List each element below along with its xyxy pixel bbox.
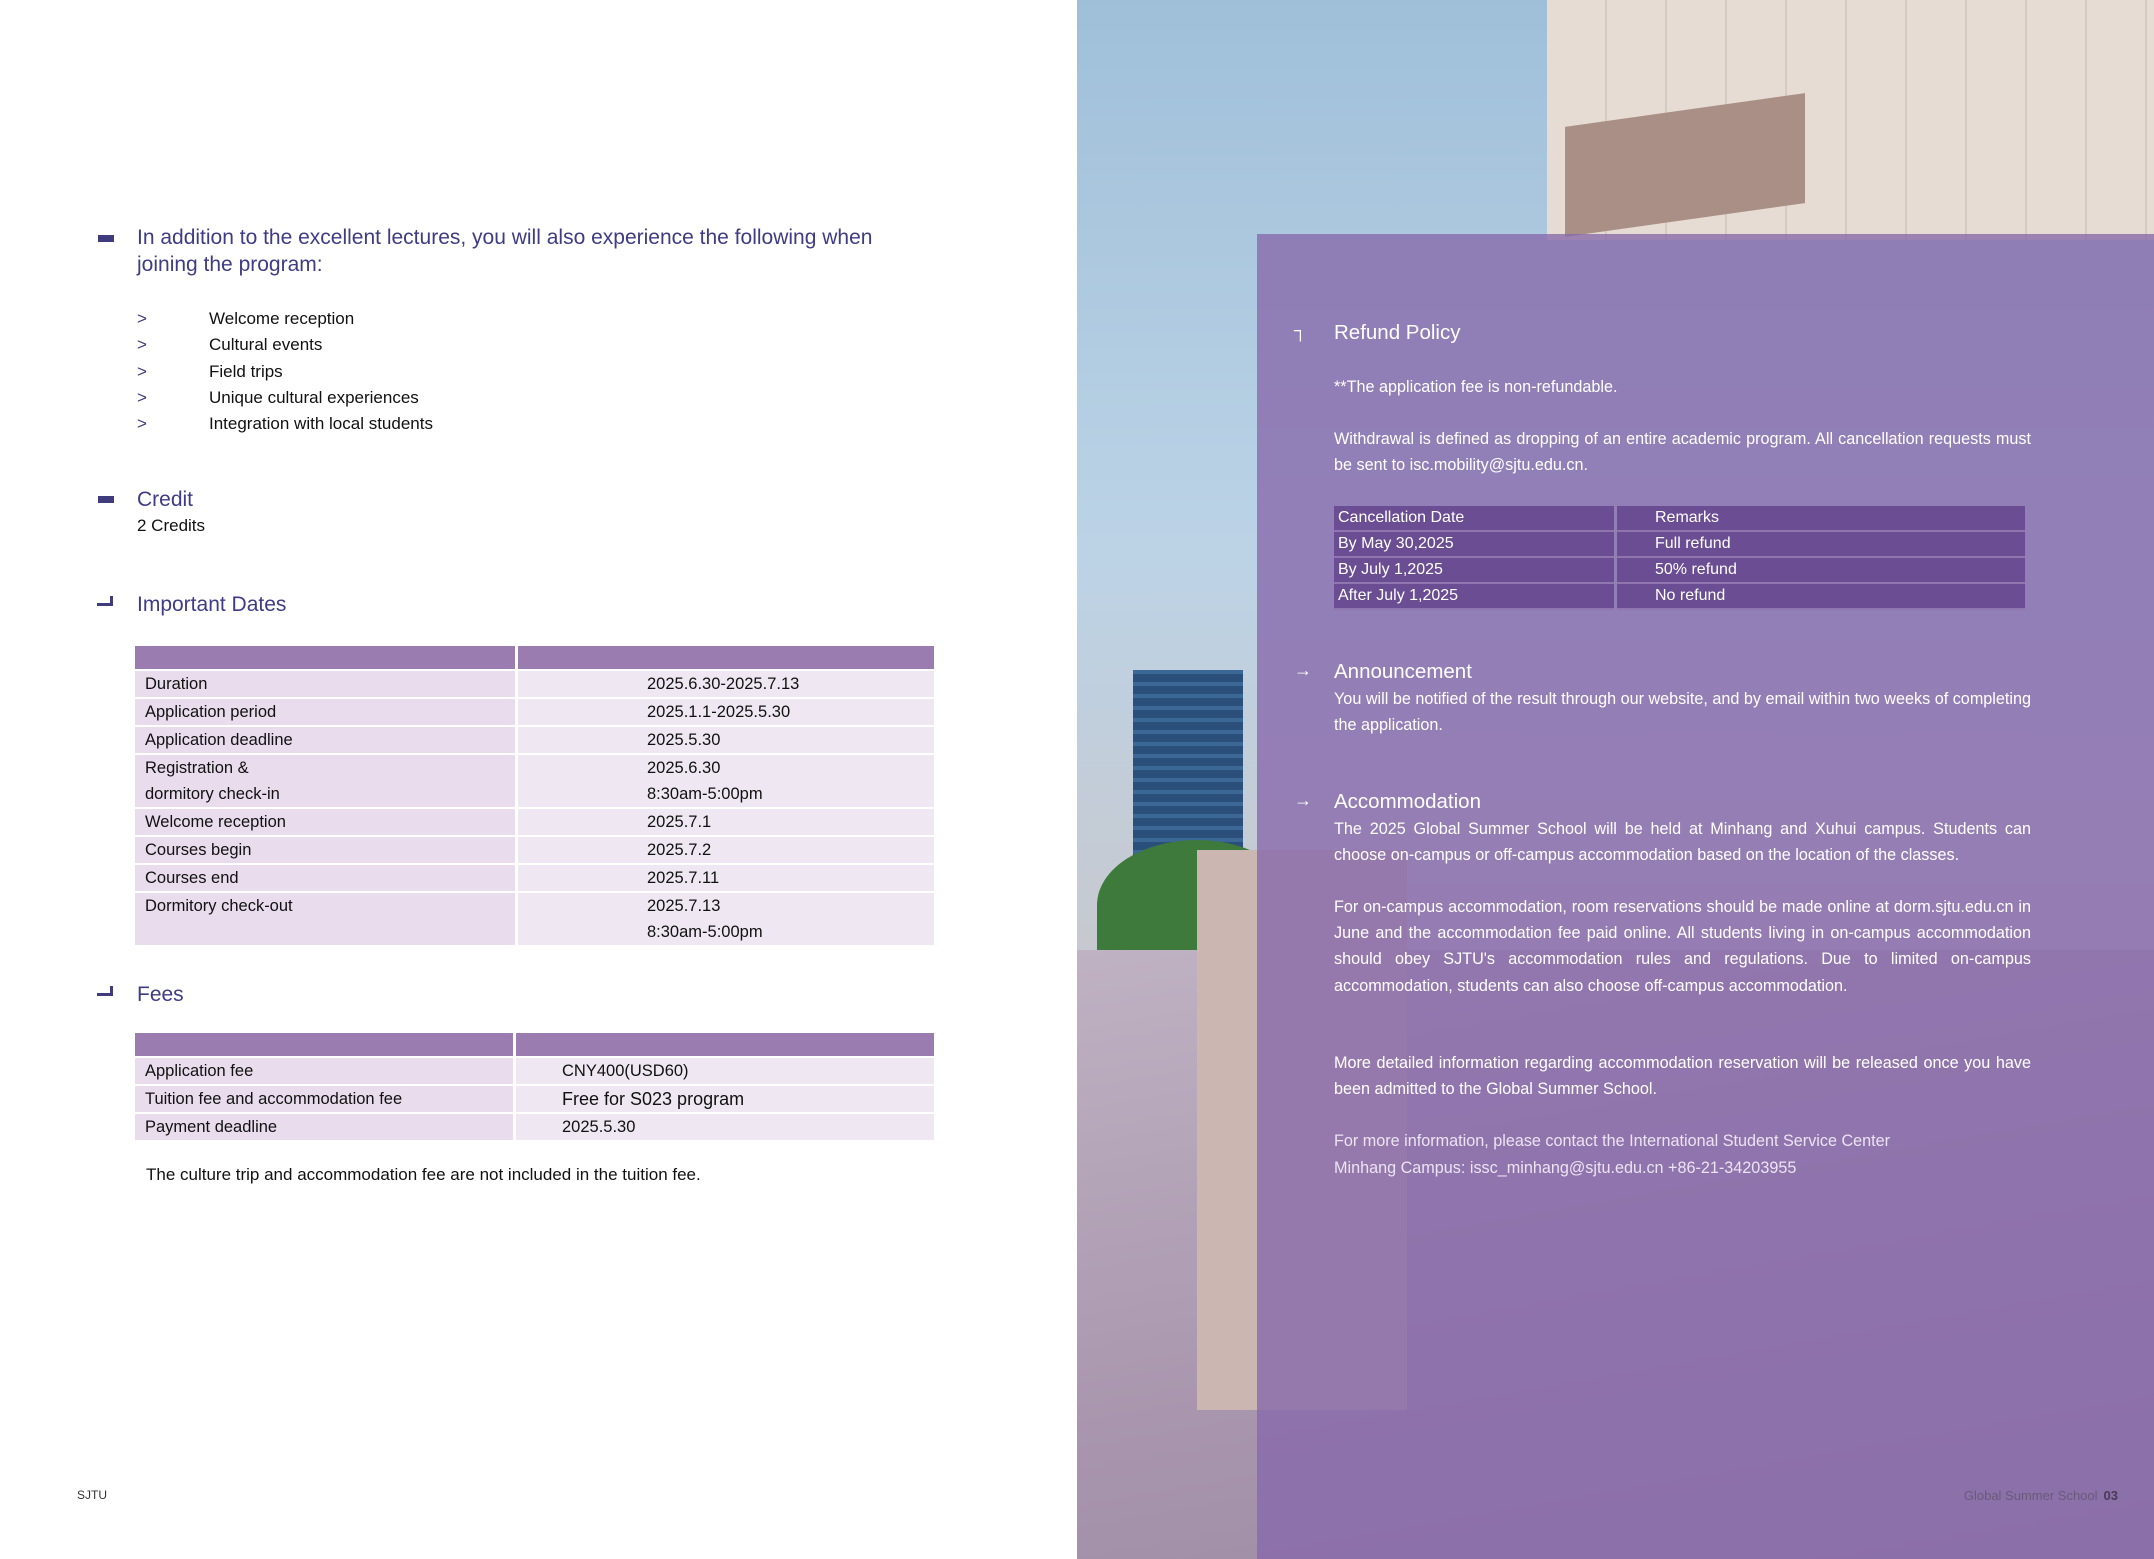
table-row: Duration 2025.6.30-2025.7.13 <box>135 669 934 697</box>
accommodation-paragraph: For on-campus accommodation, room reservations should be made online at dorm.sjtu.edu.cn in June and the accommodation fee paid online. All students living in on-campus accommodation should obey SJTU's accommodation rules and regulations. Due to limited on-campus accommodation, students can also choose off-campus accommodation. <box>1334 898 2031 995</box>
credit-value: 2 Credits <box>137 516 206 535</box>
important-dates-table <box>132 646 937 945</box>
right-page <box>1077 0 2154 1559</box>
refund-table <box>1331 506 2028 610</box>
withdrawal-text: Withdrawal is defined as dropping of an entire academic program. All cancellation requests must be sent to isc.mobility@sjtu.edu.cn. <box>1334 430 2031 475</box>
table-row: Welcome reception 2025.7.1 <box>135 807 934 835</box>
fees-note: The culture trip and accommodation fee are not included in the tuition fee. <box>146 1165 701 1184</box>
chevron-right-icon: > <box>137 414 147 434</box>
accommodation-paragraph: The 2025 Global Summer School will be held at Minhang and Xuhui campus. Students can choose on-campus or off-campus accommodation based on the location of the classes. <box>1334 820 2031 865</box>
table-row: Application fee CNY400(USD60) <box>135 1056 934 1084</box>
table-row: Cancellation Date Remarks <box>1334 506 2025 532</box>
table-row: Courses begin 2025.7.2 <box>135 835 934 863</box>
table-row: By July 1,2025 50% refund <box>1334 558 2025 584</box>
table-row: Payment deadline 2025.5.30 <box>135 1112 934 1140</box>
refund-note: **The application fee is non-refundable. <box>1334 378 1618 396</box>
section-marker-icon <box>98 496 114 503</box>
announcement-text: You will be notified of the result through our website, and by email within two weeks of completing the application. <box>1334 690 2031 735</box>
arrow-right-icon: → <box>1294 660 1312 680</box>
section-marker-icon <box>97 603 113 606</box>
chevron-right-icon: > <box>137 335 147 355</box>
important-dates-heading: Important Dates <box>137 593 287 616</box>
chevron-right-icon: > <box>137 387 147 407</box>
contact-line: For more information, please contact the International Student Service Center <box>1334 1132 1891 1150</box>
accommodation-heading: Accommodation <box>1334 790 1481 813</box>
table-row: Application period 2025.1.1-2025.5.30 <box>135 697 934 725</box>
chevron-right-icon: > <box>137 361 147 381</box>
table-row: Courses end 2025.7.11 <box>135 863 934 891</box>
section-marker-icon <box>98 235 114 242</box>
refund-policy-heading: Refund Policy <box>1334 321 1461 344</box>
chevron-right-icon: > <box>137 309 147 328</box>
credit-heading: Credit <box>137 488 194 511</box>
page-number: 03 <box>2103 1488 2118 1503</box>
fees-table <box>132 1033 937 1140</box>
arrow-right-icon: → <box>1294 790 1312 810</box>
table-row: Dormitory check-out 2025.7.13 8:30am-5:00pm <box>135 891 934 945</box>
contact-line: Minhang Campus: issc_minhang@sjtu.edu.cn +86-21-34203955 <box>1334 1159 1797 1177</box>
table-row: Registration & dormitory check-in 2025.6.30 8:30am-5:00pm <box>135 753 934 807</box>
announcement-heading: Announcement <box>1334 660 1472 683</box>
accommodation-paragraph: More detailed information regarding accommodation reservation will be released once you have been admitted to the Global Summer School. <box>1334 1054 2031 1099</box>
footer-right: Global Summer School 03 <box>1963 1488 2118 1503</box>
table-row: After July 1,2025 No refund <box>1334 584 2025 610</box>
experience-heading: In addition to the excellent lectures, you will also experience the following when joining the program: <box>137 226 873 276</box>
left-page: In addition to the excellent lectures, you will also experience the following when joining the program: > Welcome reception > Cultural events > Field trips > Unique cultural experiences > Integration with local students Credit 2 Credits Important Dates Duration 2025.6.30-2025.7.13 Application period 2025.1.1-2025.5.30 Application deadline 2025.5.30 Registration & dormitory check-in 2025.6.30 8:30am-5:00pm Welcome reception 2025.7.1 Courses begin 2025.7.2 Courses end 2025.7.11 Dormitory check-out 2025.7.13 8:30am-5:00pm Fees Application fee CNY400(USD60) Tuition fee and accommodation fee Free for S023 program Payment deadline 2025.5.30 The culture trip and accommodation fee are not included in the tuition fee. SJTU <box>0 0 1077 1559</box>
section-marker-icon <box>97 993 113 996</box>
table-row: Tuition fee and accommodation fee Free for S023 program <box>135 1084 934 1112</box>
table-row: By May 30,2025 Full refund <box>1334 532 2025 558</box>
footer-brand: SJTU <box>77 1488 107 1502</box>
table-row: Application deadline 2025.5.30 <box>135 725 934 753</box>
corner-marker-icon: ┐ <box>1294 320 1307 340</box>
fees-heading: Fees <box>137 983 184 1006</box>
